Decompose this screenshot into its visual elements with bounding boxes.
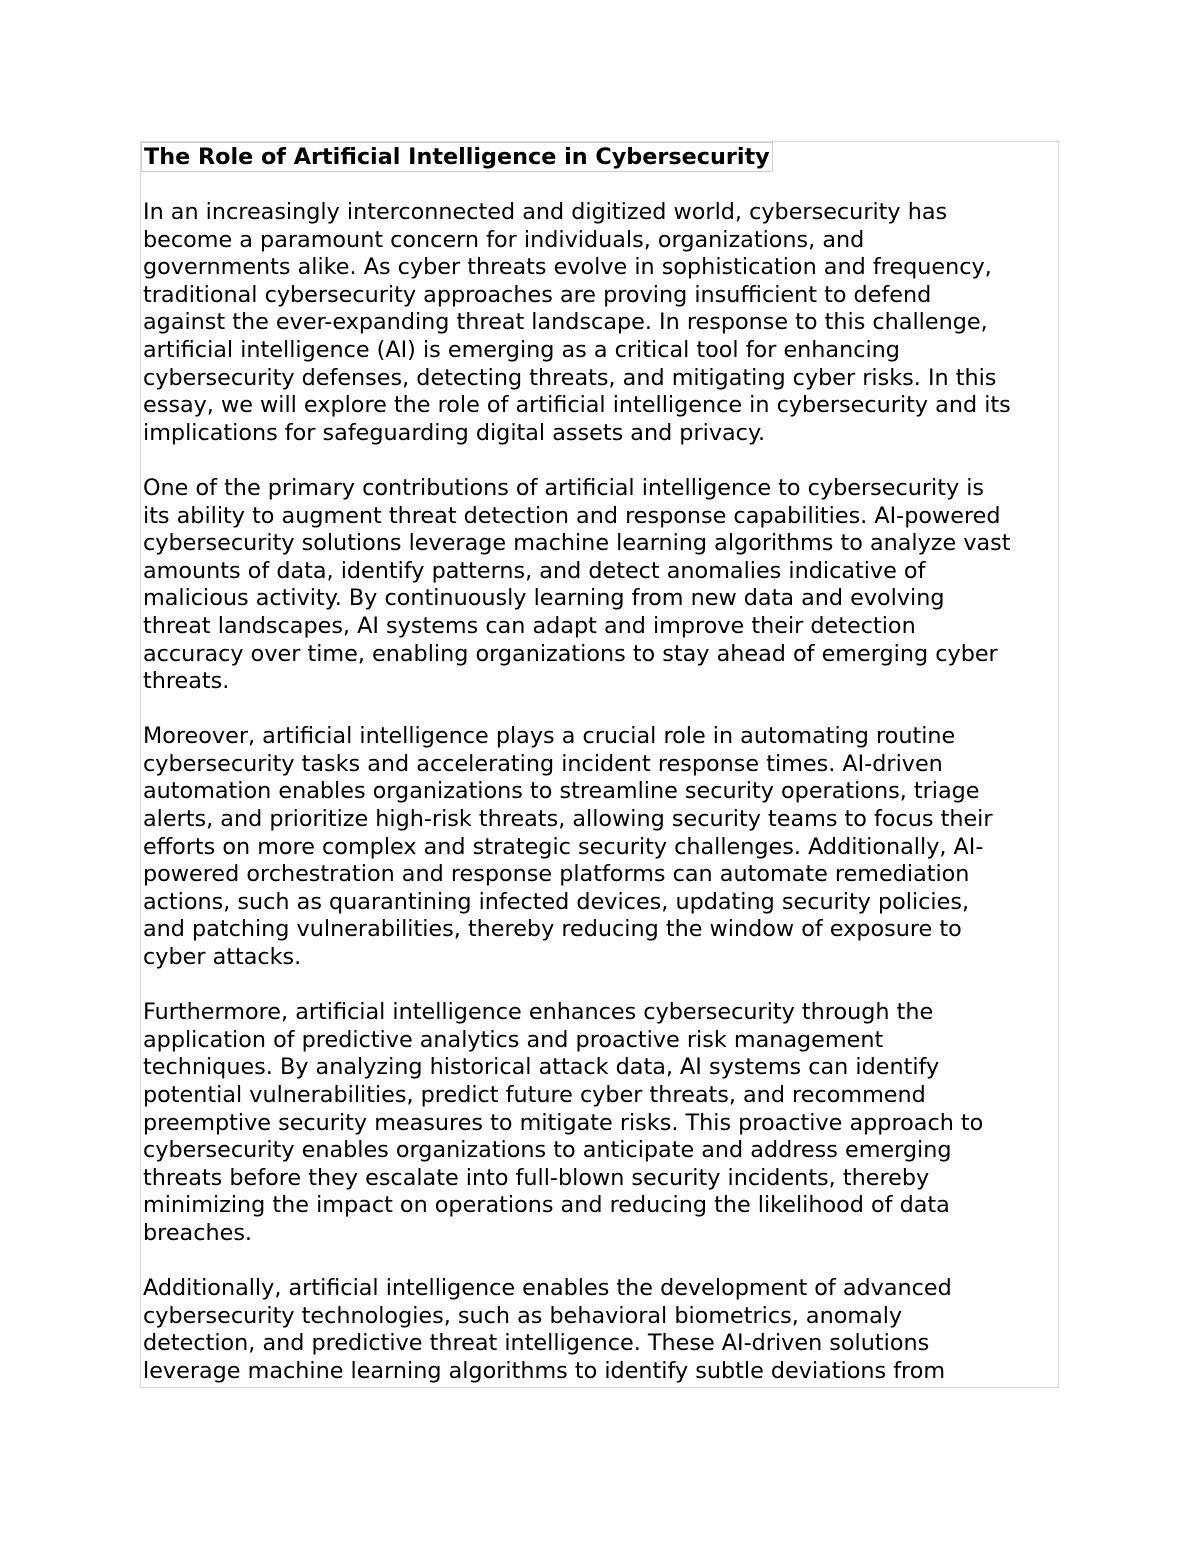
text-line: actions, such as quarantining infected devices, updating security policies,	[143, 888, 970, 915]
text-line: Furthermore, artificial intelligence enhances cybersecurity through the	[143, 999, 934, 1026]
paragraph	[143, 475, 1059, 696]
text-line: against the ever-expanding threat landscape. In response to this challenge,	[143, 309, 988, 336]
text-line: traditional cybersecurity approaches are proving insufficient to defend	[143, 281, 932, 308]
paragraph	[143, 1275, 1059, 1385]
text-line: potential vulnerabilities, predict future cyber threats, and recommend	[143, 1082, 926, 1108]
text-line: breaches.	[143, 1219, 253, 1246]
text-line: alerts, and prioritize high-risk threats, allowing security teams to focus their	[143, 806, 993, 833]
text-line: minimizing the impact on operations and reducing the likelihood of data	[143, 1192, 950, 1219]
text-line: implications for safeguarding digital assets and privacy.	[143, 419, 766, 446]
text-line: threat landscapes, AI systems can adapt and improve their detection	[143, 612, 916, 639]
text-line: malicious activity. By continuously learning from new data and evolving	[143, 585, 945, 612]
text-line: In an increasingly interconnected and digitized world, cybersecurity has	[143, 199, 948, 225]
text-line: powered orchestration and response platforms can automate remediation	[143, 861, 970, 888]
text-line: Additionally, artificial intelligence enables the development of advanced	[143, 1275, 952, 1302]
text-line: governments alike. As cyber threats evolve in sophistication and frequency,	[143, 254, 992, 281]
text-line: leverage machine learning algorithms to identify subtle deviations from	[143, 1357, 946, 1384]
text-line: amounts of data, identify patterns, and detect anomalies indicative of	[143, 557, 926, 584]
document-title: The Role of Artificial Intelligence in Cybersecurity	[141, 142, 773, 172]
text-line: cybersecurity technologies, such as behavioral biometrics, anomaly	[143, 1302, 903, 1329]
text-line: cybersecurity solutions leverage machine learning algorithms to analyze vast	[143, 530, 1011, 557]
text-line: One of the primary contributions of artificial intelligence to cybersecurity is	[143, 474, 985, 501]
text-frame	[140, 141, 1059, 1388]
paragraph	[143, 199, 1059, 447]
text-line: accuracy over time, enabling organizations to stay ahead of emerging cyber	[143, 640, 998, 667]
document-body	[143, 199, 1059, 1388]
paragraph	[143, 723, 1059, 971]
text-line: essay, we will explore the role of artificial intelligence in cybersecurity and its	[143, 392, 1011, 419]
text-line: cybersecurity tasks and accelerating incident response times. AI-driven	[143, 750, 943, 777]
text-line: techniques. By analyzing historical attack data, AI systems can identify	[143, 1054, 940, 1081]
text-line: efforts on more complex and strategic security challenges. Additionally, AI-	[143, 833, 984, 860]
text-line: Moreover, artificial intelligence plays a crucial role in automating routine	[143, 723, 956, 750]
text-line: cybersecurity enables organizations to anticipate and address emerging	[143, 1137, 952, 1164]
paragraph	[143, 999, 1059, 1247]
text-line: its ability to augment threat detection and response capabilities. AI-powered	[143, 502, 1001, 529]
text-line: cybersecurity defenses, detecting threats, and mitigating cyber risks. In this	[143, 364, 997, 391]
text-line: threats before they escalate into full-blown security incidents, thereby	[143, 1164, 930, 1191]
text-line: detection, and predictive threat intelligence. These AI-driven solutions	[143, 1330, 930, 1357]
text-line: and patching vulnerabilities, thereby reducing the window of exposure to	[143, 916, 962, 943]
text-line: become a paramount concern for individuals, organizations, and	[143, 226, 865, 253]
text-line: artificial intelligence (AI) is emerging as a critical tool for enhancing	[143, 336, 900, 363]
text-line: preemptive security measures to mitigate risks. This proactive approach to	[143, 1109, 984, 1136]
text-line: cyber attacks.	[143, 944, 302, 971]
text-line: threats.	[143, 668, 230, 695]
text-line: automation enables organizations to streamline security operations, triage	[143, 778, 980, 805]
text-line: application of predictive analytics and proactive risk management	[143, 1026, 884, 1053]
